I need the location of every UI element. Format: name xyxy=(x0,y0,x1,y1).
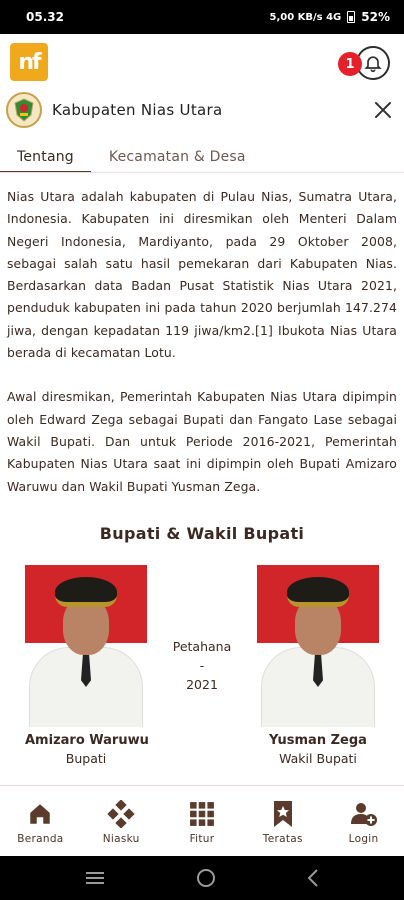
bupati-name: Amizaro Waruwu xyxy=(25,733,149,748)
home-icon xyxy=(26,800,54,828)
user-add-icon xyxy=(350,800,378,828)
bupati-photo xyxy=(25,565,147,727)
region-header xyxy=(0,92,404,128)
region-title: Kabupaten Nias Utara xyxy=(52,101,223,119)
period-line-1: Petahana xyxy=(172,639,232,654)
nav-fitur[interactable] xyxy=(162,786,242,856)
status-indicators xyxy=(269,10,390,24)
network-indicators: 5,00 KB/s 4G xyxy=(269,11,342,23)
app-bar xyxy=(0,34,404,92)
nav-label: Fitur xyxy=(189,833,215,845)
tab-kecamatan-desa[interactable]: Kecamatan & Desa xyxy=(108,149,246,165)
nav-label: Teratas xyxy=(262,833,303,845)
tab-bar xyxy=(0,141,404,173)
notification-button[interactable] xyxy=(345,46,390,82)
app-logo[interactable]: nf xyxy=(10,43,48,81)
bottom-nav xyxy=(0,786,404,856)
wakil-bupati-photo xyxy=(257,565,379,727)
term-period xyxy=(152,637,252,694)
status-bar xyxy=(0,0,404,34)
close-button[interactable] xyxy=(372,99,394,121)
home-button-icon[interactable] xyxy=(195,867,217,889)
nav-label: Niasku xyxy=(102,833,140,845)
battery-icon xyxy=(347,11,355,23)
leaders-section-title: Bupati & Wakil Bupati xyxy=(99,524,305,543)
bupati-role: Bupati xyxy=(65,751,107,766)
nav-login[interactable] xyxy=(324,786,404,856)
wakil-bupati-name: Yusman Zega xyxy=(269,733,367,748)
about-paragraph-1: Nias Utara adalah kabupaten di Pulau Nias, Sumatra Utara, Indonesia. Kabupaten ini diresmikan oleh Menteri Dalam Negeri Indonesia, Mardiyanto, pada 29 Oktober 2008, sebagai salah satu hasil pemekaran dari Kabupaten Nias. Berdasarkan data Badan Pusat Statistik Nias Utara 2021, penduduk kabupaten ini pada tahun 2020 berjumlah 147.274 jiwa, dengan kepadatan 119 jiwa/km2.[1] Ibukota Nias Utara berada di kecamatan Lotu. xyxy=(7,189,397,361)
about-paragraph-2: Awal diresmikan, Pemerintah Kabupaten Nias Utara dipimpin oleh Edward Zega sebagai Bupati dan Fangato Lase sebagai Wakil Bupati. Dan untuk Periode 2016-2021, Pemerintah Kabupaten Nias Utara saat ini dipimpin oleh Bupati Amizaro Waruwu dan Wakil Bupati Yusman Zega. xyxy=(7,389,397,494)
notification-badge: 1 xyxy=(338,52,362,76)
tab-tentang[interactable]: Tentang xyxy=(0,141,91,173)
bookmark-star-icon xyxy=(269,800,297,828)
region-emblem-icon xyxy=(6,92,42,128)
status-time: 05.32 xyxy=(26,10,64,24)
nav-teratas[interactable] xyxy=(243,786,323,856)
period-line-2: - xyxy=(199,658,205,673)
battery-percent: 52% xyxy=(361,10,390,24)
close-icon xyxy=(372,99,394,121)
wakil-bupati-card[interactable] xyxy=(257,565,379,766)
back-icon[interactable] xyxy=(306,868,320,888)
wakil-bupati-role: Wakil Bupati xyxy=(279,751,357,766)
bupati-card[interactable] xyxy=(25,565,147,766)
about-content xyxy=(7,186,397,498)
nav-niasku[interactable] xyxy=(81,786,161,856)
period-line-3: 2021 xyxy=(186,677,218,692)
tab-divider xyxy=(0,172,404,173)
diamond-grid-icon xyxy=(107,800,135,828)
recent-apps-icon[interactable] xyxy=(84,870,106,886)
nav-label: Login xyxy=(348,833,379,845)
system-nav-bar xyxy=(0,856,404,900)
nav-beranda[interactable] xyxy=(0,786,80,856)
grid-icon xyxy=(188,800,216,828)
nav-label: Beranda xyxy=(17,833,64,845)
